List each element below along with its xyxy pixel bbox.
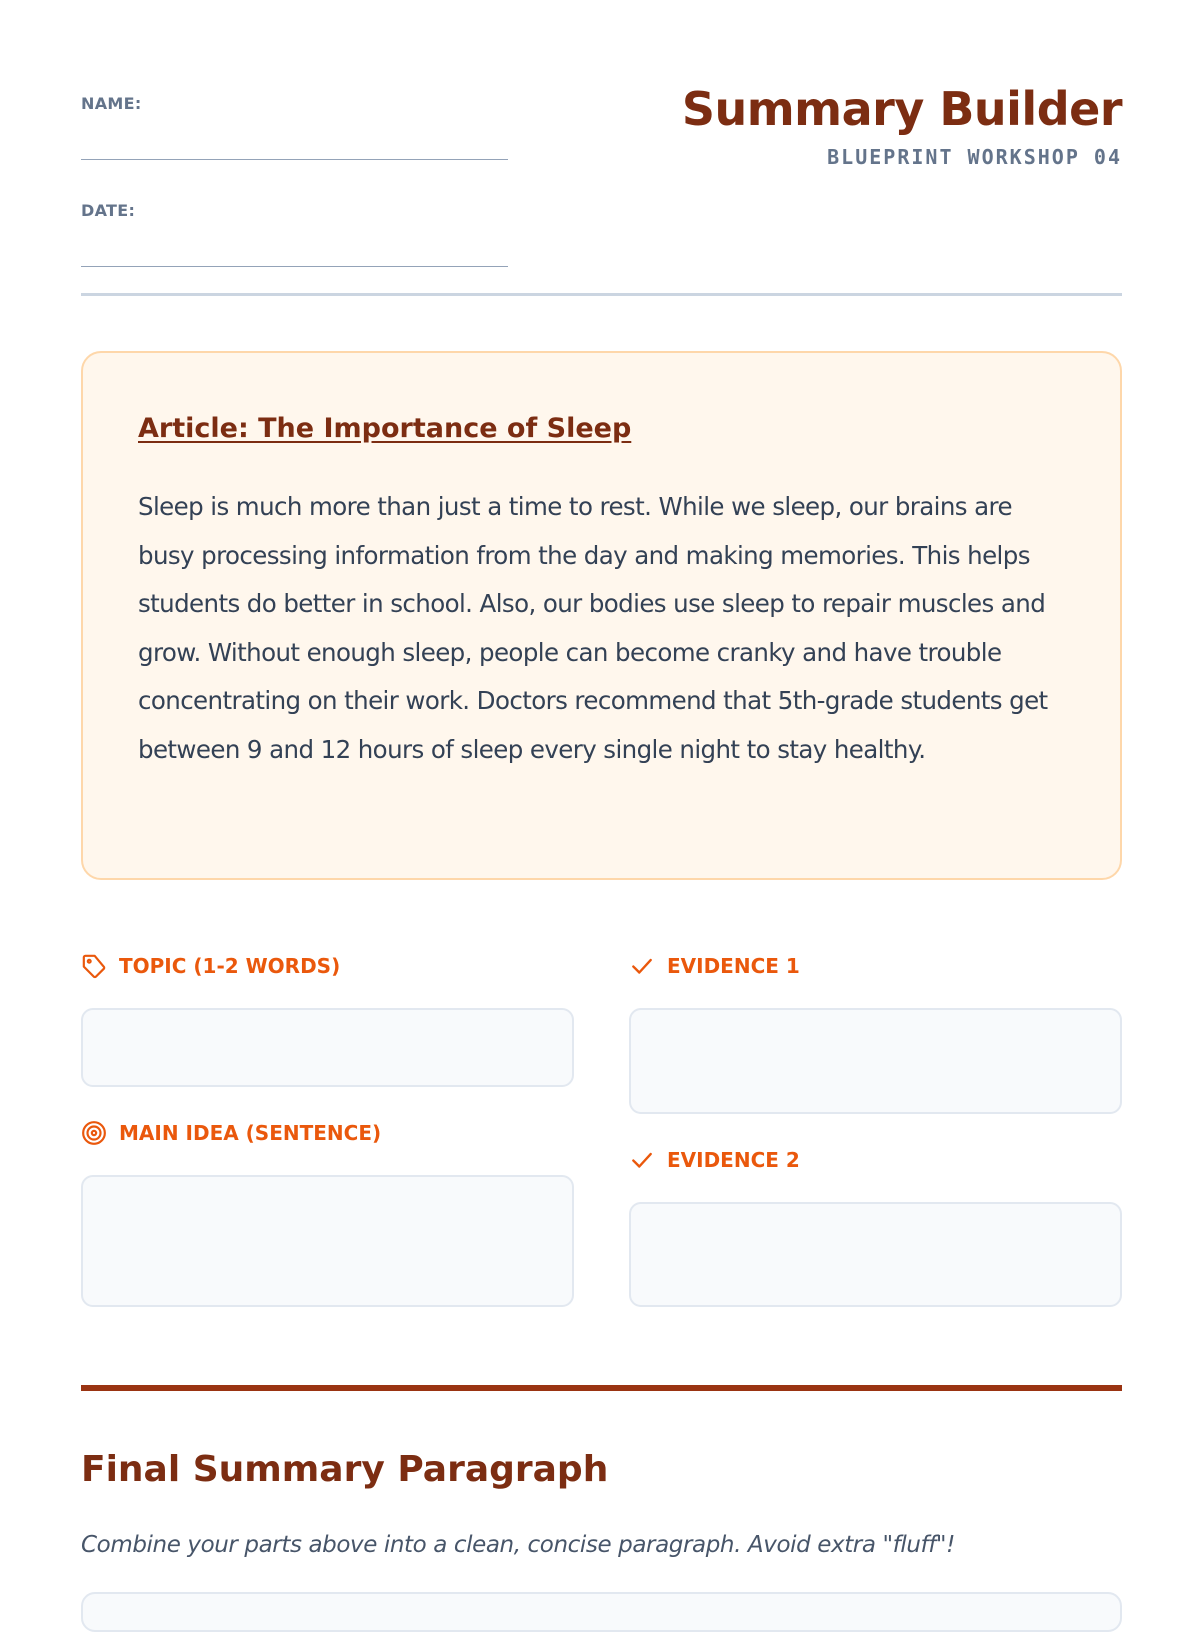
tag-icon [81,953,107,979]
evidence1-label: EVIDENCE 1 [667,954,800,978]
evidence2-label-row [629,1147,800,1173]
main-idea-label: MAIN IDEA (SENTENCE) [119,1121,382,1145]
topic-label: TOPIC (1-2 WORDS) [119,954,341,978]
article-body: Sleep is much more than just a time to rest. While we sleep, our brains are busy processing information from the day and making memories. This helps students do better in school. Also, our bodies use sleep to repair muscles and grow. Without enough sleep, people can become cranky and have trouble concentrating on their work. Doctors recommend that 5th-grade students get between 9 and 12 hours of sleep every single night to stay healthy. [138,492,1048,764]
main-idea-label-row [81,1120,381,1146]
date-label: DATE: [81,201,136,220]
header-divider [81,293,1122,296]
worksheet-page [81,0,1122,1600]
final-summary-title: Final Summary Paragraph [81,1449,609,1490]
name-field[interactable] [81,159,508,160]
evidence2-label: EVIDENCE 2 [667,1148,800,1172]
main-idea-input[interactable] [81,1175,574,1307]
checkmark-icon [629,953,655,979]
evidence2-input[interactable] [629,1202,1122,1307]
name-label: NAME: [81,94,142,113]
evidence1-label-row [629,953,800,979]
final-summary-instructions: Combine your parts above into a clean, concise paragraph. Avoid extra "fluff"! [81,1532,955,1558]
date-field[interactable] [81,266,508,267]
article-title: Article: The Importance of Sleep [138,413,632,444]
final-summary-input[interactable] [81,1592,1122,1632]
target-icon [81,1120,107,1146]
page-subtitle: BLUEPRINT WORKSHOP 04 [827,145,1122,169]
page-title: Summary Builder [681,82,1122,136]
topic-input[interactable] [81,1008,574,1087]
article-card [81,351,1122,880]
checkmark-icon [629,1147,655,1173]
final-divider [81,1385,1122,1391]
evidence1-input[interactable] [629,1008,1122,1114]
topic-label-row [81,953,340,979]
